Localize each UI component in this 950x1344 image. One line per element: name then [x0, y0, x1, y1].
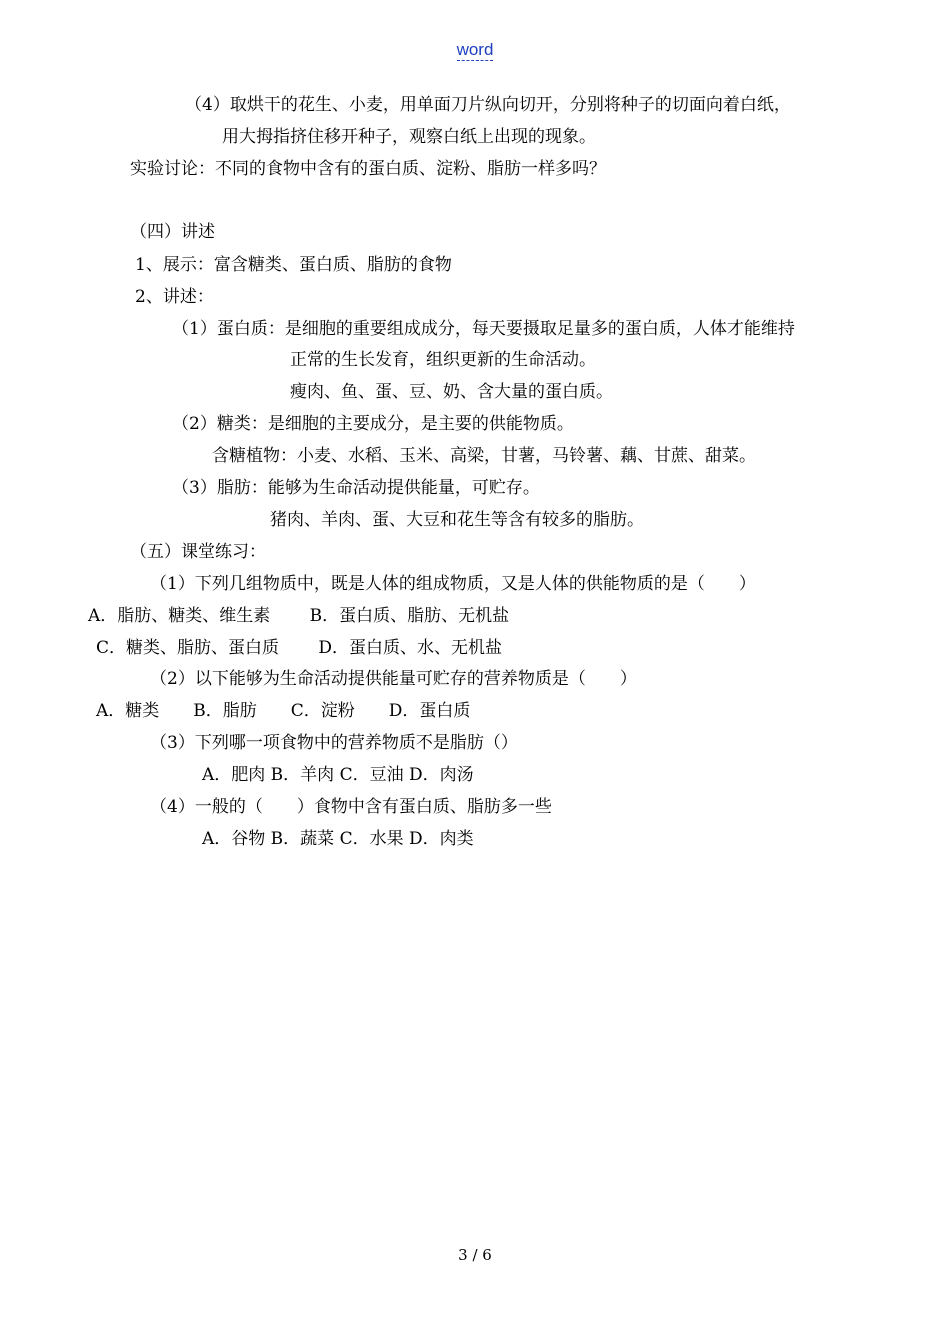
text-line: 正常的生长发育，组织更新的生命活动。: [290, 350, 596, 370]
answer-options: C．糖类、脂肪、蛋白质 D．蛋白质、水、无机盐: [96, 638, 503, 658]
answer-options: A．糖类 B．脂肪 C．淀粉 D．蛋白质: [96, 701, 471, 721]
question-text: （4）一般的（ ）食物中含有蛋白质、脂肪多一些: [150, 797, 552, 817]
text-line: 含糖植物：小麦、水稻、玉米、高梁，甘薯，马铃薯、藕、甘蔗、甜菜。: [212, 446, 756, 466]
text-line: （4）取烘干的花生、小麦，用单面刀片纵向切开，分别将种子的切面向着白纸，: [185, 95, 791, 115]
text-line: （1）蛋白质：是细胞的重要组成成分，每天要摄取足量多的蛋白质，人体才能维持: [172, 319, 795, 339]
answer-options: A．肥肉 B．羊肉 C．豆油 D．肉汤: [202, 765, 474, 785]
text-line: （3）脂肪：能够为生命活动提供能量，可贮存。: [172, 478, 540, 498]
page-number: 3 / 6: [458, 1246, 492, 1264]
section-heading: （五）课堂练习：: [130, 542, 266, 562]
header-link-text[interactable]: word: [456, 40, 494, 59]
text-line: 用大拇指挤住移开种子，观察白纸上出现的现象。: [222, 127, 596, 147]
answer-options: A．脂肪、糖类、维生素 B．蛋白质、脂肪、无机盐: [88, 606, 510, 626]
text-line: 2、讲述：: [135, 287, 214, 307]
text-line: 实验讨论：不同的食物中含有的蛋白质、淀粉、脂肪一样多吗？: [130, 159, 606, 179]
section-heading: （四）讲述: [130, 222, 215, 242]
question-text: （3）下列哪一项食物中的营养物质不是脂肪（）: [150, 733, 518, 753]
text-line: 猪肉、羊肉、蛋、大豆和花生等含有较多的脂肪。: [270, 510, 644, 530]
question-text: （1）下列几组物质中，既是人体的组成物质，又是人体的供能物质的是（ ）: [150, 574, 756, 594]
answer-options: A．谷物 B．蔬菜 C．水果 D．肉类: [202, 829, 474, 849]
text-line: 瘦肉、鱼、蛋、豆、奶、含大量的蛋白质。: [290, 382, 613, 402]
text-line: 1、展示：富含糖类、蛋白质、脂肪的食物: [135, 255, 452, 275]
question-text: （2）以下能够为生命活动提供能量可贮存的营养物质是（ ）: [150, 669, 637, 689]
text-line: （2）糖类：是细胞的主要成分，是主要的供能物质。: [172, 414, 574, 434]
header-word-link[interactable]: [0, 40, 950, 60]
